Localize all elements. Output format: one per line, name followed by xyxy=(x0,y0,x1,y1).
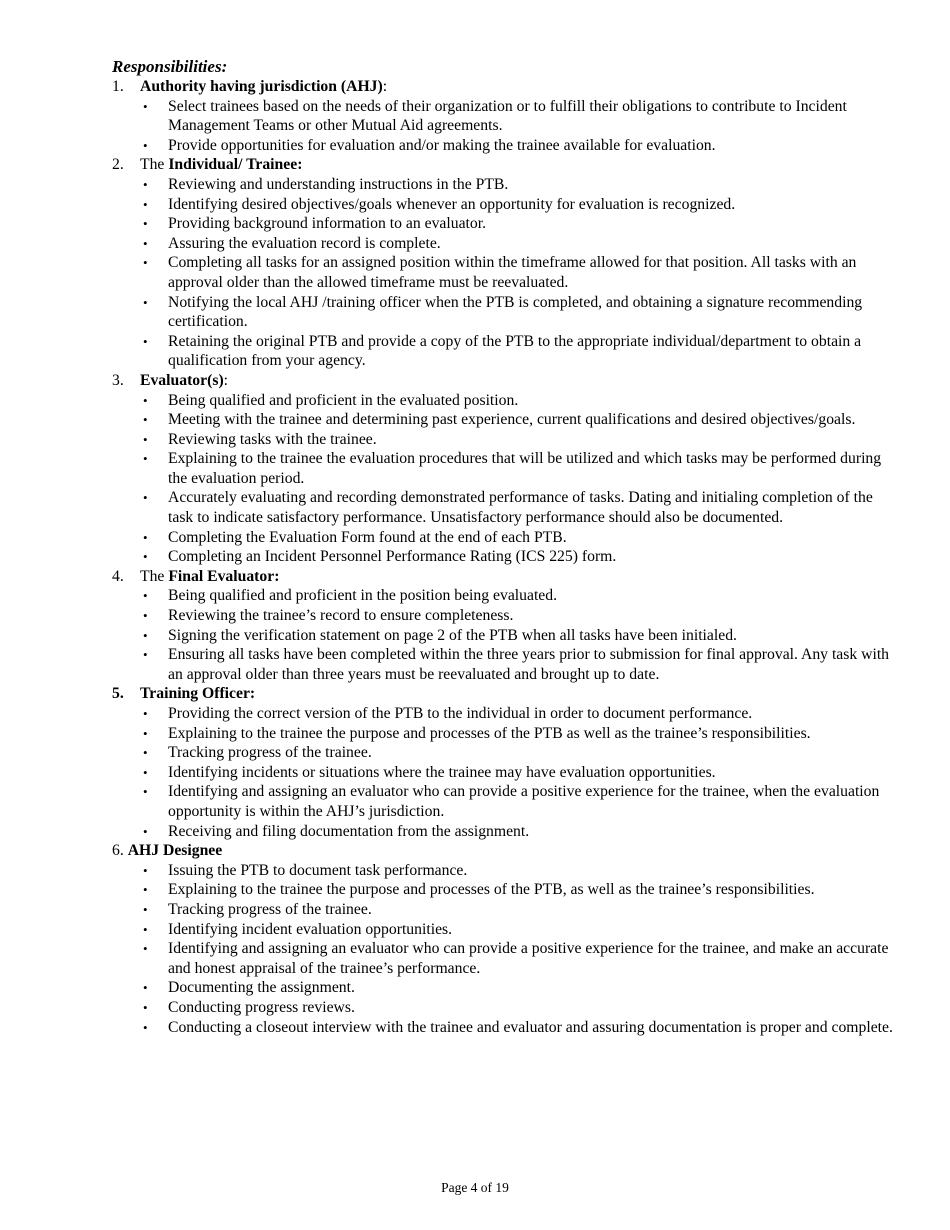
list-item xyxy=(143,488,902,527)
list-item-text: Issuing the PTB to document task performance. xyxy=(168,861,468,879)
list-item-text: Being qualified and proficient in the position being evaluated. xyxy=(168,587,558,605)
section-title xyxy=(140,371,228,391)
section-title-bold: AHJ Designee xyxy=(127,842,223,860)
bullet-icon: • xyxy=(143,901,148,917)
list-item xyxy=(143,743,902,763)
list-item xyxy=(143,410,902,430)
section-number: 2. xyxy=(112,156,124,174)
list-item-text: Provide opportunities for evaluation and/or making the trainee available for evaluation. xyxy=(168,136,716,154)
bullet-icon: • xyxy=(143,941,148,957)
bullet-icon: • xyxy=(143,627,148,643)
list-item xyxy=(143,920,902,940)
bullet-icon: • xyxy=(143,588,148,604)
bullet-icon: • xyxy=(143,999,148,1015)
list-item-text: Identifying incidents or situations where the trainee may have evaluation opportunities. xyxy=(168,763,716,781)
list-item-text: Signing the verification statement on page 2 of the PTB when all tasks have been initialed. xyxy=(168,626,737,644)
list-item xyxy=(143,253,902,292)
page-number-footer: Page 4 of 19 xyxy=(441,1180,509,1195)
bullet-list xyxy=(112,97,902,156)
bullet-list xyxy=(112,586,902,684)
bullet-icon: • xyxy=(143,608,148,624)
list-item-text: Identifying and assigning an evaluator who can provide a positive experience for the trainee, when the evaluation opportunity is within the AHJ’s jurisdiction. xyxy=(168,783,880,820)
section-4 xyxy=(112,567,902,685)
section-title-row xyxy=(112,371,902,391)
list-item xyxy=(143,880,902,900)
list-item xyxy=(143,136,902,156)
list-item xyxy=(143,763,902,783)
bullet-icon: • xyxy=(143,862,148,878)
list-item-text: Explaining to the trainee the evaluation procedures that will be utilized and which tasks may be performed during the evaluation period. xyxy=(168,450,882,487)
section-title-bold: Training Officer: xyxy=(140,685,256,703)
section-number: 4. xyxy=(112,567,124,585)
bullet-list xyxy=(112,175,902,371)
list-item-text: Tracking progress of the trainee. xyxy=(168,900,372,918)
section-title-bold: Individual/ Trainee: xyxy=(168,156,303,174)
list-item-text: Identifying desired objectives/goals whenever an opportunity for evaluation is recognized. xyxy=(168,195,736,213)
list-item-text: Reviewing and understanding instructions in the PTB. xyxy=(168,175,509,193)
list-item xyxy=(143,861,902,881)
list-item-text: Completing all tasks for an assigned position within the timeframe allowed for that position. All tasks with an approval older than the allowed timeframe must be reevaluated. xyxy=(168,254,857,291)
list-item xyxy=(143,214,902,234)
bullet-icon: • xyxy=(143,725,148,741)
list-item-text: Explaining to the trainee the purpose and processes of the PTB, as well as the trainee’s responsibilities. xyxy=(168,881,815,899)
section-number: 5. xyxy=(112,685,124,703)
section-3 xyxy=(112,371,902,567)
list-item-text: Being qualified and proficient in the evaluated position. xyxy=(168,391,519,409)
section-title xyxy=(128,841,223,861)
bullet-icon: • xyxy=(143,823,148,839)
bullet-icon: • xyxy=(143,431,148,447)
list-item xyxy=(143,547,902,567)
list-item xyxy=(143,175,902,195)
bullet-icon: • xyxy=(143,255,148,271)
section-number: 1. xyxy=(112,78,124,95)
bullet-icon: • xyxy=(143,333,148,349)
section-1 xyxy=(112,77,902,155)
bullet-icon: • xyxy=(143,980,148,996)
list-item-text: Conducting progress reviews. xyxy=(168,998,355,1016)
list-item-text: Tracking progress of the trainee. xyxy=(168,744,372,762)
list-item-text: Reviewing the trainee’s record to ensure completeness. xyxy=(168,607,514,625)
section-title-suffix: : xyxy=(382,78,388,95)
list-item-text: Notifying the local AHJ /training officer when the PTB is completed, and obtaining a signature recommending certification. xyxy=(168,293,863,331)
document-body xyxy=(112,57,902,1037)
list-item xyxy=(143,97,902,136)
list-item-text: Reviewing tasks with the trainee. xyxy=(168,430,377,448)
bullet-icon: • xyxy=(143,392,148,408)
list-item xyxy=(143,293,902,332)
section-title xyxy=(140,567,279,587)
list-item xyxy=(143,586,902,606)
list-item-text: Completing the Evaluation Form found at the end of each PTB. xyxy=(168,528,567,546)
section-title-bold: Final Evaluator: xyxy=(168,567,280,585)
list-item-text: Meeting with the trainee and determining past experience, current qualifications and desired objectives/goals. xyxy=(168,411,856,429)
bullet-icon: • xyxy=(143,490,148,506)
bullet-list xyxy=(112,861,902,1037)
bullet-icon: • xyxy=(143,451,148,467)
section-6 xyxy=(112,841,902,1037)
list-item xyxy=(143,900,902,920)
list-item xyxy=(143,822,902,842)
section-title-bold: Authority having jurisdiction (AHJ) xyxy=(140,78,383,95)
list-item-text: Receiving and filing documentation from the assignment. xyxy=(168,822,530,840)
section-title-row xyxy=(112,684,902,704)
bullet-icon: • xyxy=(143,706,148,721)
section-2 xyxy=(112,155,902,371)
list-item-text: Ensuring all tasks have been completed within the three years prior to submission for final approval. Any task with an approval older than three years must be reevaluated and brought up to date. xyxy=(168,646,890,683)
list-item xyxy=(143,234,902,254)
list-item xyxy=(143,606,902,626)
list-item xyxy=(143,978,902,998)
list-item-text: Identifying incident evaluation opportunities. xyxy=(168,920,453,938)
bullet-icon: • xyxy=(143,764,148,780)
list-item xyxy=(143,332,902,371)
bullet-icon: • xyxy=(143,98,148,114)
bullet-icon: • xyxy=(143,1019,148,1035)
section-5 xyxy=(112,684,902,841)
section-title-suffix: : xyxy=(223,371,229,389)
bullet-list xyxy=(112,704,902,841)
list-item-text: Documenting the assignment. xyxy=(168,979,355,997)
bullet-icon: • xyxy=(143,235,148,251)
sections-list xyxy=(112,77,902,1037)
bullet-icon: • xyxy=(143,549,148,565)
responsibilities-heading: Responsibilities: xyxy=(112,57,228,76)
section-title-row xyxy=(112,567,902,587)
list-item xyxy=(143,998,902,1018)
list-item xyxy=(143,391,902,411)
list-item-text: Retaining the original PTB and provide a copy of the PTB to the appropriate individual/department to obtain a qualification from your agency. xyxy=(168,332,862,370)
section-title-row xyxy=(112,77,902,97)
bullet-icon: • xyxy=(143,216,148,232)
section-title-row xyxy=(112,841,902,861)
list-item-text: Providing background information to an evaluator. xyxy=(168,215,487,233)
list-item xyxy=(143,449,902,488)
list-item-text: Conducting a closeout interview with the trainee and evaluator and assuring documentation is proper and complete. xyxy=(168,1018,893,1036)
bullet-icon: • xyxy=(143,137,148,153)
section-title xyxy=(140,77,387,97)
list-item-text: Identifying and assigning an evaluator who can provide a positive experience for the trainee, and make an accurate and honest appraisal of the trainee’s performance. xyxy=(168,940,889,977)
list-item xyxy=(143,724,902,744)
list-item xyxy=(143,782,902,821)
bullet-icon: • xyxy=(143,412,148,428)
section-title-prefix: The xyxy=(140,156,169,174)
section-number: 6. xyxy=(112,842,124,860)
bullet-icon: • xyxy=(143,882,148,898)
section-title xyxy=(140,684,255,704)
list-item-text: Completing an Incident Personnel Performance Rating (ICS 225) form. xyxy=(168,548,617,566)
list-item xyxy=(143,430,902,450)
list-item xyxy=(143,939,902,978)
section-title-row xyxy=(112,155,902,175)
bullet-icon: • xyxy=(143,529,148,545)
list-item-text: Select trainees based on the needs of their organization or to fulfill their obligations to contribute to Incident Management Teams or other Mutual Aid agreements. xyxy=(168,97,847,135)
list-item xyxy=(143,704,902,724)
section-title xyxy=(140,155,302,175)
section-title-bold: Evaluator(s) xyxy=(140,371,224,389)
section-title-prefix: The xyxy=(140,567,169,585)
bullet-icon: • xyxy=(143,745,148,761)
bullet-icon: • xyxy=(143,196,148,212)
section-number: 3. xyxy=(112,371,124,389)
list-item-text: Providing the correct version of the PTB to the individual in order to document performance. xyxy=(168,705,753,722)
list-item xyxy=(143,645,902,684)
bullet-icon: • xyxy=(143,647,148,663)
bullet-list xyxy=(112,391,902,567)
list-item xyxy=(143,1018,902,1038)
bullet-icon: • xyxy=(143,176,148,192)
bullet-icon: • xyxy=(143,294,148,310)
list-item xyxy=(143,528,902,548)
list-item-text: Explaining to the trainee the purpose and processes of the PTB as well as the trainee’s responsibilities. xyxy=(168,724,811,742)
list-item xyxy=(143,626,902,646)
list-item-text: Accurately evaluating and recording demonstrated performance of tasks. Dating and initialing completion of the task to indicate satisfactory performance. Unsatisfactory performance should also be documented. xyxy=(168,489,873,527)
bullet-icon: • xyxy=(143,921,148,937)
list-item xyxy=(143,195,902,215)
bullet-icon: • xyxy=(143,784,148,800)
list-item-text: Assuring the evaluation record is complete. xyxy=(168,234,441,252)
